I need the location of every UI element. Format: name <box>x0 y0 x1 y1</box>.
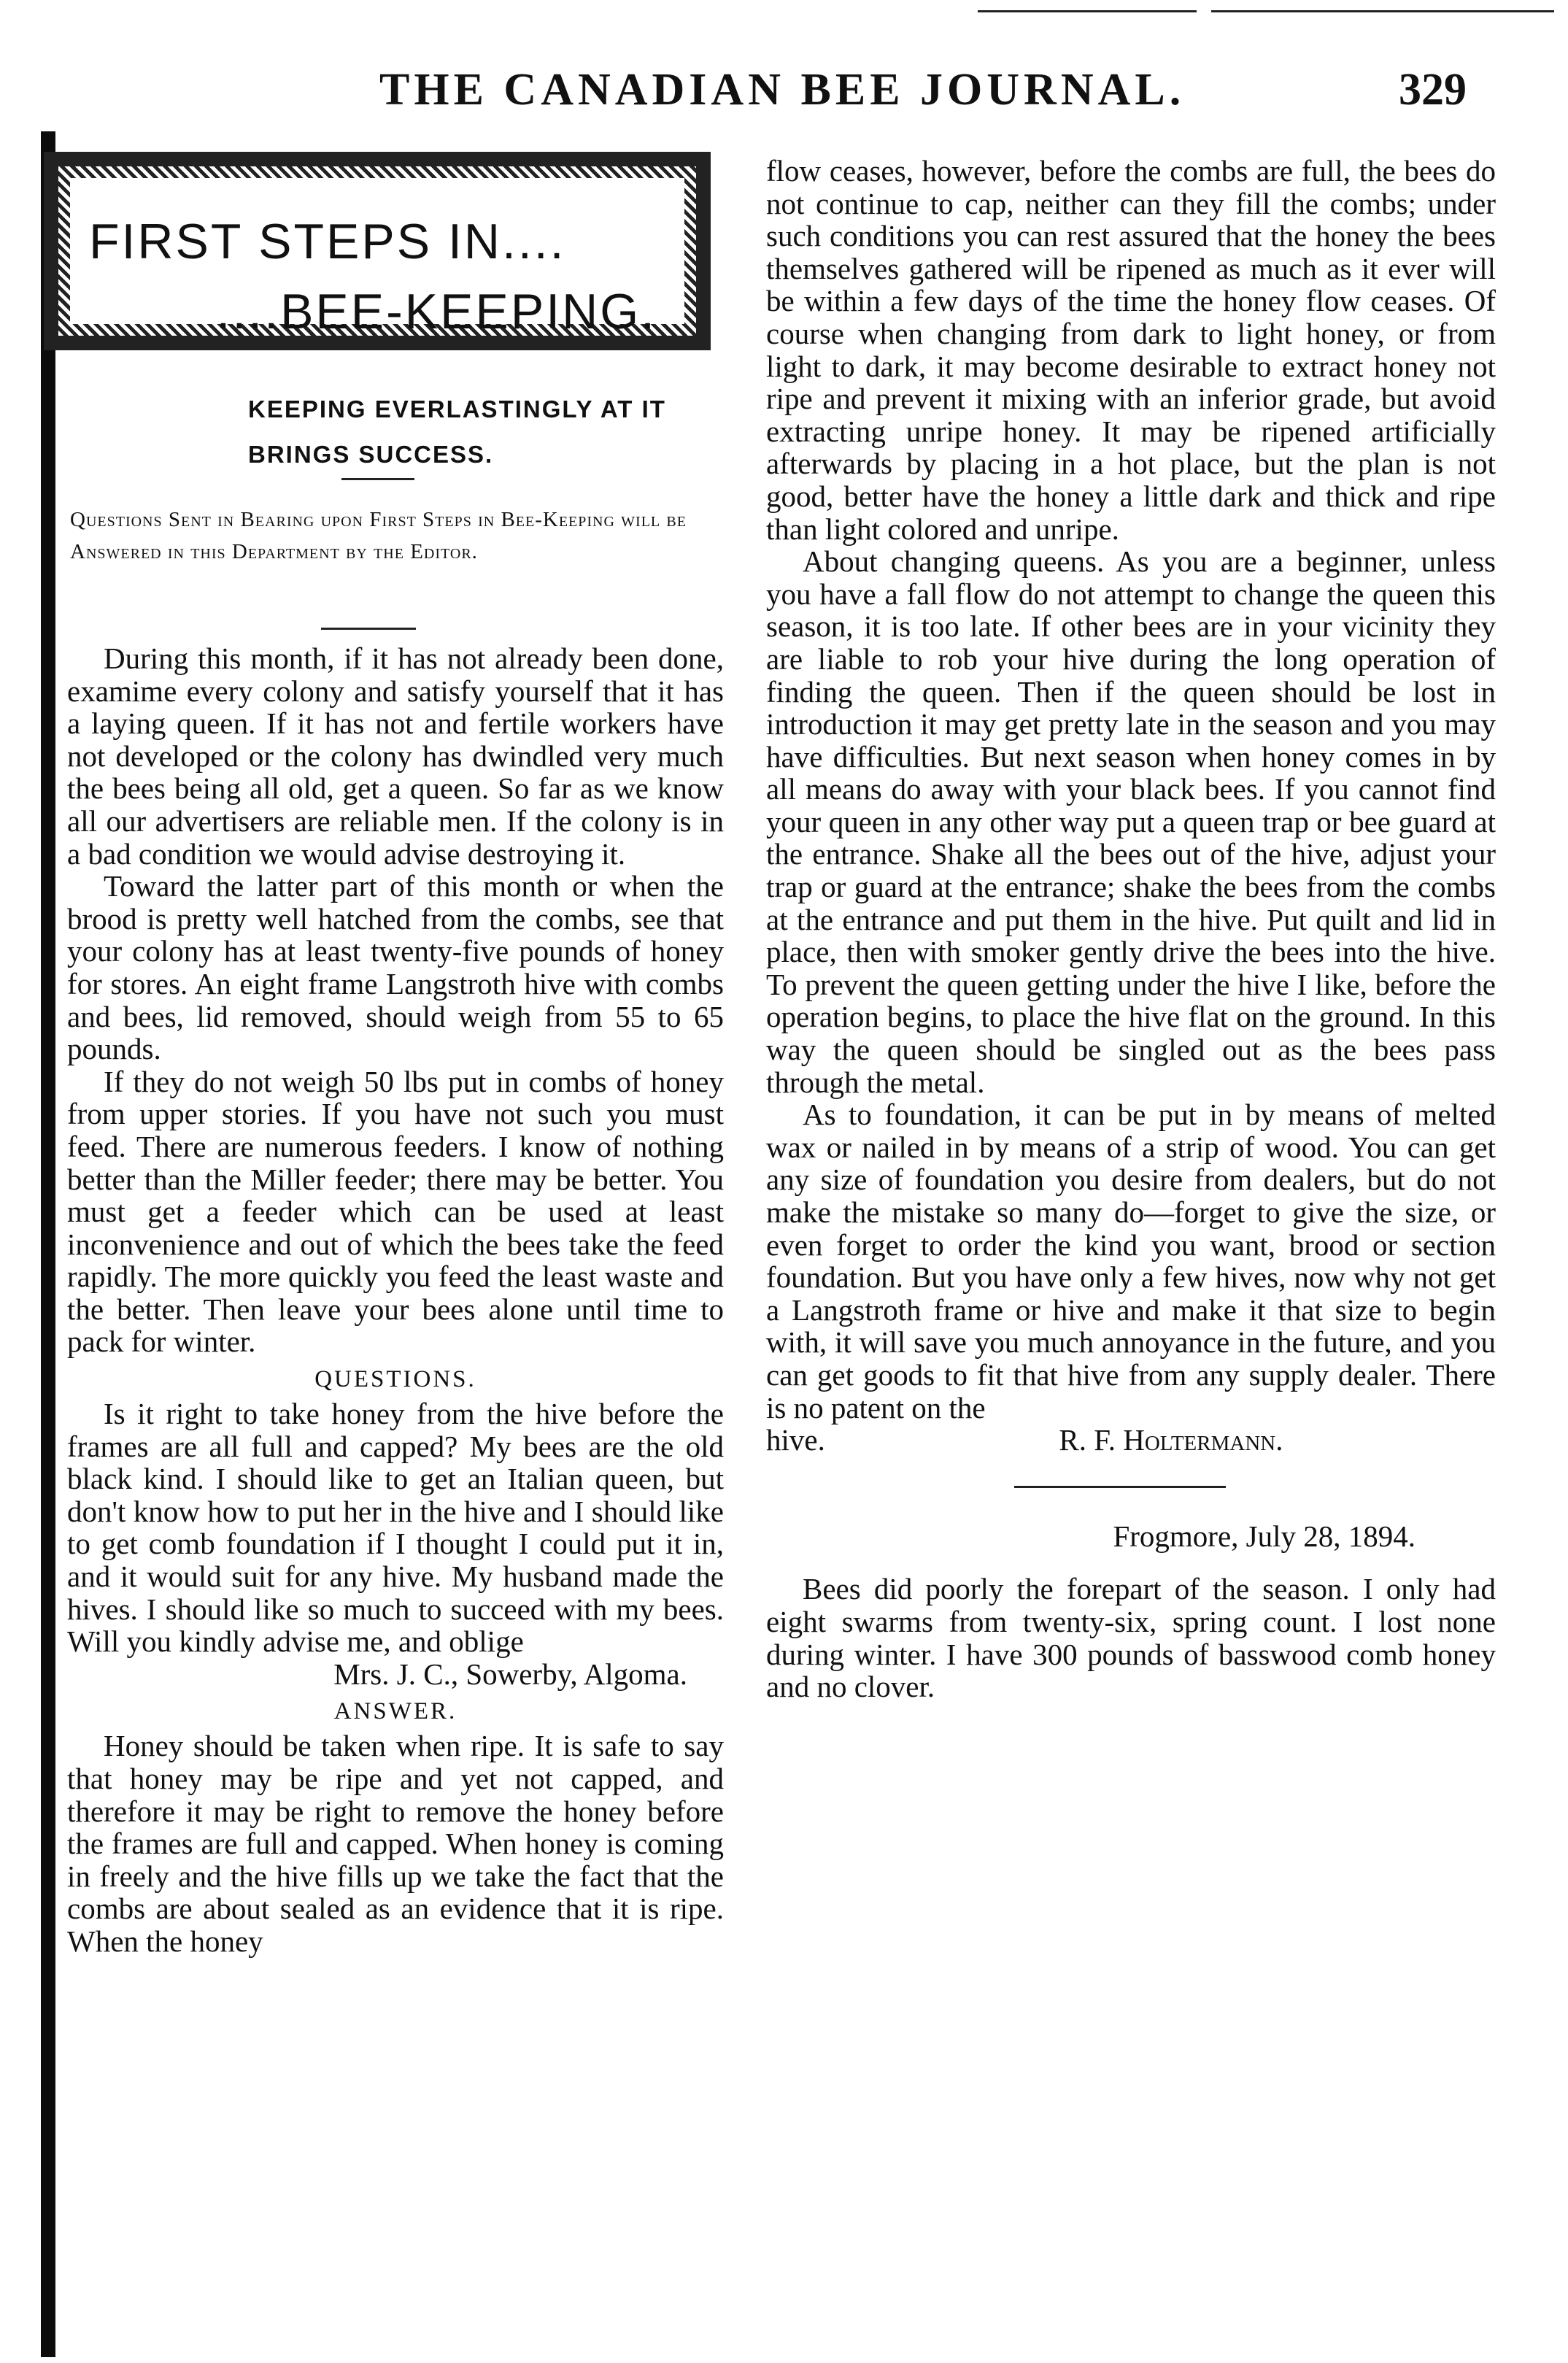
answer-foundation-paragraph: As to foundation, it can be put in by means of melted wax or nailed in by means of a strip of wood. You can get any size of foundation you desire from dealers, but do not make the mistake so many do—forget to give the size, or even forget to order the kind you want, brood or section foundation. But you have only a few hives, now why not get a Langstroth frame or hive and make it that size to begin with, it will save you much annoyance in the future, and you can get goods to fit that hive from any supply dealer. There is no patent on the <box>766 1098 1496 1425</box>
right-column <box>766 155 1496 1703</box>
intro-divider <box>321 628 416 630</box>
answer-last-word: hive. <box>766 1423 825 1457</box>
left-column <box>67 642 724 1958</box>
answer-queens-paragraph: About changing queens. As you are a beginner, unless you have a fall flow do not attempt to change the queen this season, it is too late. If other bees are in your vicinity they are liable to rob your hive during the long operation of finding the queen. Then if the queen should be lost in introduction it may get pretty late in the season and you may have difficulties. But next season when honey comes in by all means do away with your black bees. If you cannot find your queen in any other way put a queen trap or bee guard at the entrance. Shake all the bees out of the hive, adjust your trap or guard at the entrance; shake the bees from the combs at the entrance and put them in the hive. Put quilt and lid in place, then with smoker gently drive the bees into the hive. To prevent the queen getting under the hive I like, before the operation begins, to place the hive flat on the ground. In this way the queen should be singled out as the bees pass through the metal. <box>766 544 1496 1099</box>
binding-spine <box>41 131 55 2357</box>
paragraph-1: During this month, if it has not already been done, examime every colony and satisfy yourself that it has a laying queen. If it has not and fertile workers have not developed or the colony has dwindled very much the bees being all old, get a queen. So far as we know all our advertisers are reliable men. If the colony is in a bad condition we would advise destroying it. <box>67 641 724 871</box>
page-header <box>379 64 1518 144</box>
answer-closing <box>766 1424 1496 1457</box>
article-title-line1: FIRST STEPS IN.... <box>89 214 566 269</box>
top-rule-left <box>978 10 1197 12</box>
subtitle-line2: BRINGS SUCCESS. <box>248 441 494 468</box>
running-title: THE CANADIAN BEE JOURNAL. <box>379 65 1186 115</box>
article-title-box <box>44 152 711 350</box>
paragraph-3: If they do not weigh 50 lbs put in combs of honey from upper stories. If you have not such you must feed. There are numerous feeders. I know of nothing better than the Miller feeder; there may be better. You must get a feeder which can be used at least inconvenience and out of which the bees take the feed rapidly. The more quickly you feed the least waste and the better. Then leave your bees alone until time to pack for winter. <box>67 1064 724 1359</box>
article-subtitle <box>248 387 715 477</box>
department-intro: Questions Sent in Bearing upon First Steps in Bee-Keeping will be Answered in this Department by the Editor. <box>70 508 687 563</box>
paragraph-2: Toward the latter part of this month or when the brood is pretty well hatched from the combs, see that your colony has at least twenty-five pounds of honey for stores. An eight frame Langstroth hive with combs and bees, lid removed, should weigh from 55 to 65 pounds. <box>67 869 724 1066</box>
letter-dateline: Frogmore, July 28, 1894. <box>1113 1519 1416 1553</box>
letter-body: Bees did poorly the forepart of the season. I only had eight swarms from twenty-six, spring count. I lost none during winter. I have 300 pounds of basswood comb honey and no clover. <box>766 1572 1496 1704</box>
question-signature: Mrs. J. C., Sowerby, Algoma. <box>333 1657 687 1691</box>
reader-question: Is it right to take honey from the hive before the frames are all full and capped? My bees are the old black kind. I should like to get an Italian queen, but don't know how to put her in the hive and I should like to get comb foundation if I thought I could put it in, and it would suit for any hive. My husband made the hives. I should like so much to succeed with my bees. Will you kindly advise me, and oblige <box>67 1397 724 1659</box>
title-box-inner <box>70 178 684 339</box>
questions-heading: QUESTIONS. <box>314 1366 476 1393</box>
answer-heading: ANSWER. <box>333 1698 457 1725</box>
subtitle-line1: KEEPING EVERLASTINGLY AT IT <box>248 396 666 423</box>
page-number: 329 <box>1399 65 1467 115</box>
answer-signature: R. F. Holtermann. <box>1059 1423 1283 1457</box>
subtitle-divider <box>341 478 414 480</box>
top-rule-right <box>1211 10 1554 12</box>
section-divider <box>1014 1486 1226 1488</box>
article-title-line2: ....BEE-KEEPING. <box>216 284 657 339</box>
answer-continued: flow ceases, however, before the combs are full, the bees do not continue to cap, neither can they fill the combs; under such conditions you can rest assured that the honey the bees themselves gathered will be ripened as much as it ever will be within a few days of the time the honey flow ceases. Of course when changing from dark to light honey, or from light to dark, it may become desirable to extract honey not ripe and prevent it mixing with an inferior grade, but avoid extracting unripe honey. It may be ripened artificially afterwards by placing in a hot place, but the plan is not good, better have the honey a little dark and thick and ripe than light colored and unripe. <box>766 154 1496 546</box>
answer-paragraph-start: Honey should be taken when ripe. It is safe to say that honey may be ripe and yet not capped, and therefore it may be right to remove the honey before the frames are full and capped. When honey is coming in freely and the hive fills up we take the fact that the combs are about sealed as an evidence that it is ripe. When the honey <box>67 1729 724 1958</box>
